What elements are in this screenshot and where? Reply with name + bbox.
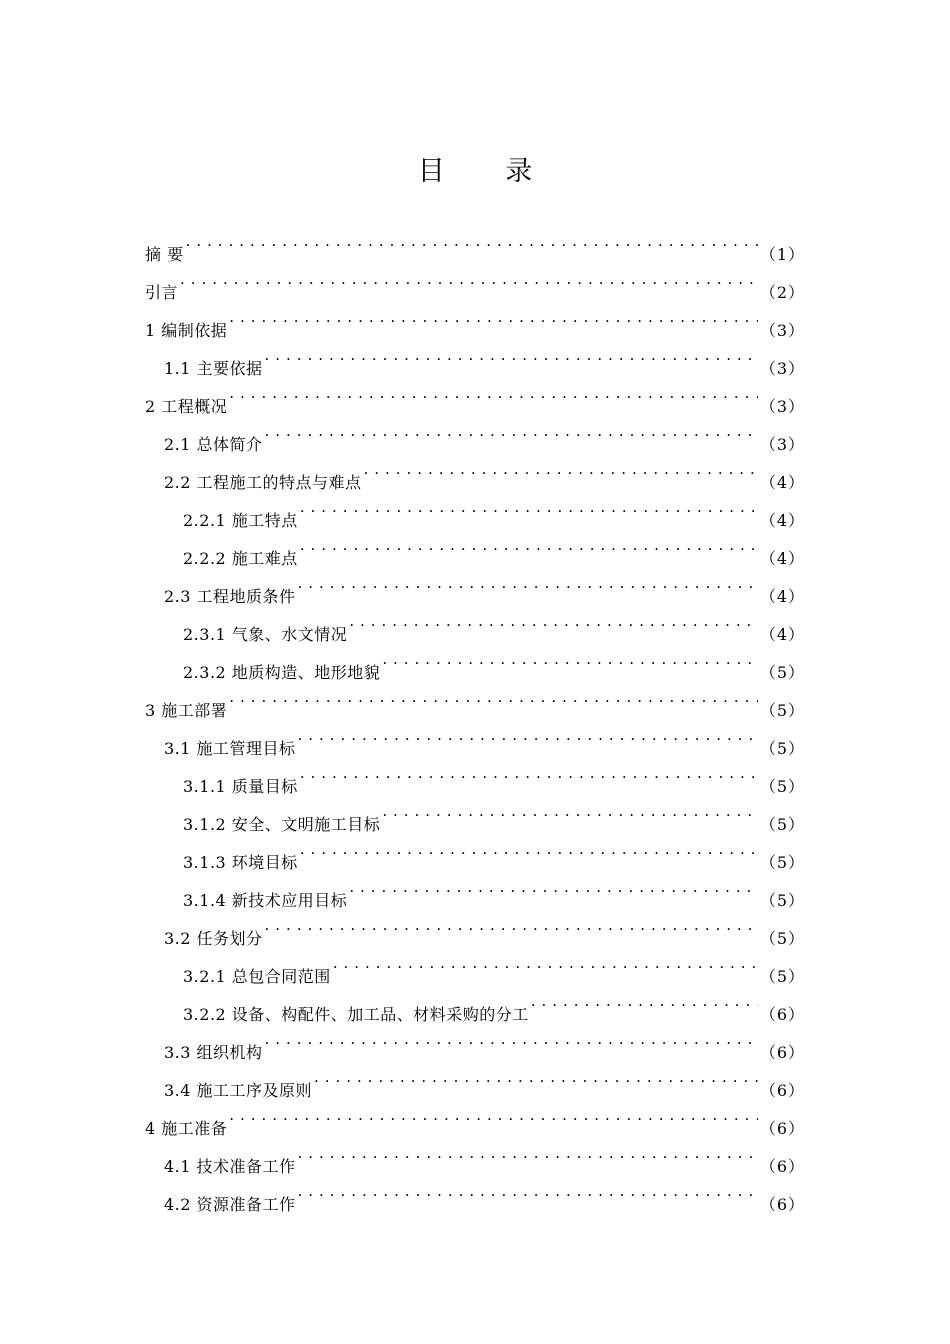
toc-entry-label: 引言: [145, 283, 179, 302]
toc-dot-leader: [298, 1172, 758, 1210]
toc-entry-page-number: （5）: [759, 701, 805, 720]
toc-entry-page-number: （4）: [759, 511, 805, 530]
toc-entry-label: 4.1 技术准备工作: [164, 1157, 296, 1176]
toc-entry[interactable]: [145, 716, 805, 758]
toc-entry-label: 摘 要: [145, 245, 184, 264]
toc-entry-label: 3.4 施工工序及原则: [164, 1081, 313, 1100]
toc-dot-leader: [300, 488, 758, 526]
toc-entry-page-number: （5）: [759, 663, 805, 682]
toc-dot-leader: [229, 374, 758, 412]
toc-entry-page-number: （4）: [759, 587, 805, 606]
toc-entry-label: 2.1 总体简介: [164, 435, 263, 454]
toc-entry-page-number: （3）: [759, 397, 805, 416]
toc-entry-page-number: （2）: [759, 283, 805, 302]
toc-entry-label: 4 施工准备: [145, 1119, 228, 1138]
toc-dot-leader: [229, 298, 758, 336]
toc-dot-leader: [382, 640, 758, 678]
toc-entry-label: 1.1 主要依据: [164, 359, 263, 378]
toc-entry[interactable]: [145, 412, 805, 454]
toc-entry-page-number: （6）: [759, 1157, 805, 1176]
toc-dot-leader: [300, 526, 758, 564]
toc-entry-page-number: （4）: [759, 473, 805, 492]
toc-entry-label: 3.1.3 环境目标: [183, 853, 298, 872]
toc-dot-leader: [531, 982, 758, 1020]
toc-entry-page-number: （5）: [759, 739, 805, 758]
toc-entry-label: 3.2 任务划分: [164, 929, 263, 948]
toc-entry[interactable]: [145, 336, 805, 378]
toc-dot-leader: [229, 1096, 758, 1134]
toc-entry-label: 1 编制依据: [145, 321, 228, 340]
toc-entry-page-number: （4）: [759, 625, 805, 644]
toc-entry-page-number: （6）: [759, 1081, 805, 1100]
toc-entry-page-number: （3）: [759, 359, 805, 378]
toc-entry-page-number: （3）: [759, 321, 805, 340]
toc-entry-page-number: （5）: [759, 815, 805, 834]
toc-entry-label: 2 工程概况: [145, 397, 228, 416]
toc-entry-page-number: （3）: [759, 435, 805, 454]
toc-entry-label: 4.2 资源准备工作: [164, 1195, 296, 1214]
toc-dot-leader: [298, 1134, 758, 1172]
toc-entry[interactable]: [145, 222, 805, 264]
toc-dot-leader: [300, 754, 758, 792]
toc-dot-leader: [349, 868, 758, 906]
toc-dot-leader: [382, 792, 758, 830]
toc-entry-page-number: （4）: [759, 549, 805, 568]
toc-entry-label: 2.2.1 施工特点: [183, 511, 298, 530]
toc-entry-label: 2.2 工程施工的特点与难点: [164, 473, 362, 492]
toc-entry-label: 3.1 施工管理目标: [164, 739, 296, 758]
toc-entry[interactable]: [145, 678, 805, 720]
toc-dot-leader: [265, 906, 758, 944]
toc-entry[interactable]: [145, 1096, 805, 1138]
toc-entry[interactable]: [145, 1134, 805, 1176]
toc-entry-page-number: （6）: [759, 1119, 805, 1138]
toc-entry-label: 2.3.1 气象、水文情况: [183, 625, 348, 644]
toc-entry-page-number: （5）: [759, 929, 805, 948]
toc-entry-page-number: （5）: [759, 777, 805, 796]
toc-title: 目 录: [417, 156, 559, 187]
toc-dot-leader: [349, 602, 758, 640]
toc-entry-label: 3 施工部署: [145, 701, 228, 720]
toc-dot-leader: [300, 830, 758, 868]
toc-dot-leader: [298, 564, 758, 602]
toc-dot-leader: [333, 944, 758, 982]
toc-entry-label: 3.3 组织机构: [164, 1043, 263, 1062]
toc-entry-label: 3.2.1 总包合同范围: [183, 967, 331, 986]
toc-entry-label: 2.2.2 施工难点: [183, 549, 298, 568]
toc-entry-page-number: （5）: [759, 967, 805, 986]
toc-entry-label: 2.3 工程地质条件: [164, 587, 296, 606]
toc-entry-page-number: （6）: [759, 1005, 805, 1024]
toc-entry-page-number: （6）: [759, 1195, 805, 1214]
toc-entry-page-number: （6）: [759, 1043, 805, 1062]
toc-entry-label: 2.3.2 地质构造、地形地貌: [183, 663, 381, 682]
toc-dot-leader: [229, 678, 758, 716]
toc-dot-leader: [265, 1020, 758, 1058]
toc-entry-page-number: （1）: [759, 245, 805, 264]
toc-dot-leader: [364, 450, 758, 488]
toc-entry[interactable]: [145, 374, 805, 416]
toc-entry-label: 3.1.2 安全、文明施工目标: [183, 815, 381, 834]
toc-dot-leader: [265, 336, 758, 374]
toc-entry-page-number: （5）: [759, 853, 805, 872]
toc-entry[interactable]: [145, 298, 805, 340]
toc-entry-label: 3.1.4 新技术应用目标: [183, 891, 348, 910]
toc-dot-leader: [298, 716, 758, 754]
toc-entry-page-number: （5）: [759, 891, 805, 910]
toc-entry[interactable]: [145, 260, 805, 302]
toc-dot-leader: [180, 260, 758, 298]
toc-dot-leader: [186, 222, 758, 260]
toc-dot-leader: [265, 412, 758, 450]
table-of-contents: [145, 222, 805, 1214]
toc-dot-leader: [314, 1058, 758, 1096]
toc-entry-label: 3.1.1 质量目标: [183, 777, 298, 796]
toc-entry-label: 3.2.2 设备、构配件、加工品、材料采购的分工: [183, 1005, 529, 1024]
